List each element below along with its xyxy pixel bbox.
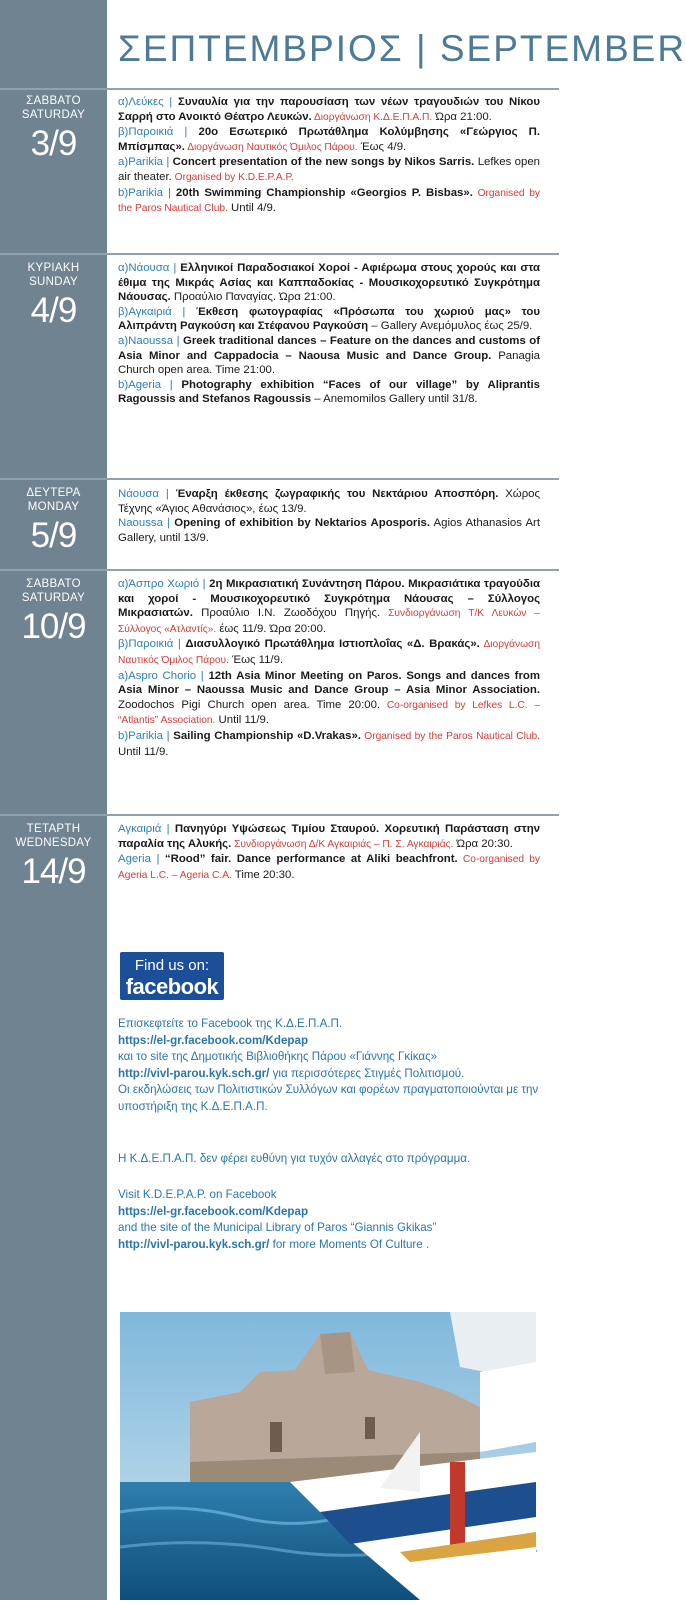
event-venue: Zoodochos Pigi Church open area. Time 20:00. [118, 698, 381, 711]
day-date: 5/9 [30, 516, 77, 555]
day-divider [0, 253, 559, 255]
event-title: Πανηγύρι Υψώσεως Τιμίου Σταυρού. Χορευτική Παράσταση στην παραλία της Αλυκής. [118, 823, 540, 850]
event-item [118, 669, 540, 729]
event-time: Έως 4/9. [357, 140, 407, 153]
event-item [118, 516, 540, 545]
facebook-badge[interactable] [120, 952, 224, 1000]
event-title: Photography exhibition “Faces of our village” by Aliprantis Ragoussis and Stefanos Ragoussis [118, 378, 541, 406]
harbour-illustration [120, 1312, 536, 1600]
event-venue: – Gallery Ανεμόμυλος έως 25/9. [368, 320, 533, 333]
date-sidebar [0, 0, 107, 1600]
event-organiser: Co-organised by Ageria L.C. – Ageria C.A. [118, 854, 540, 881]
event-venue: Χώρος Τέχνης «Άγιος Αθανάσιος», έως 13/9. [118, 488, 541, 515]
event-location: β)Παροικιά | [118, 126, 199, 139]
day-divider [0, 478, 559, 480]
event-item [118, 334, 540, 378]
event-organiser: Organised by K.D.E.P.A.P. [171, 171, 294, 183]
event-title: 2η Μικρασιατική Συνάντηση Πάρου. Μικρασιάτικα τραγούδια και χοροί - Μουσικοχορευτικό Συγκρότημα Νάουσας – Σύλλογος Μικρασιατών. [118, 578, 540, 620]
event-title: Έκθεση φωτογραφίας «Πρόσωπα του χωριού μας» του Αλιπράντη Ραγκούση και Στέφανου Ραγκούση [118, 305, 540, 333]
facebook-logo: facebook [125, 974, 219, 999]
info-text: and the site of the Municipal Library of Paros “Giannis Gkikas” [118, 1221, 437, 1234]
event-title: Greek traditional dances – Feature on the dances and customs of Asia Minor and Cappadocia – Naousa Music and Dance Group. [118, 334, 541, 362]
event-venue: Agios Athanasios Art Gallery, until 13/9. [118, 517, 541, 544]
event-item [118, 186, 540, 217]
page-title: ΣΕΠΤΕΜΒΡΙΟΣ | SEPTEMBER [118, 28, 686, 69]
day-name-english: SATURDAY [21, 592, 86, 604]
event-title: Concert presentation of the new songs by Nikos Sarris. [172, 156, 475, 169]
facebook-link[interactable]: https://el-gr.facebook.com/Kdepap [118, 1033, 309, 1047]
day-date: 14/9 [21, 852, 86, 891]
info-text-tail: for more Moments Of Culture . [269, 1237, 430, 1251]
event-item [118, 729, 540, 759]
info-text: Επισκεφτείτε το Facebook της Κ.Δ.Ε.Π.Α.Π. [118, 1017, 343, 1030]
facebook-badge-caption: Find us on: [134, 957, 210, 974]
day-events [118, 577, 540, 759]
event-title: 20th Swimming Championship «Georgios P. Bisbas». [175, 186, 473, 199]
info-text-tail: για περισσότερες Στιγμές Πολιτισμού. [269, 1066, 465, 1080]
info-english [118, 1187, 548, 1253]
event-title: Έναρξη έκθεσης ζωγραφικής του Νεκτάριου Αποσπόρη. [175, 488, 499, 500]
disclaimer [118, 1151, 548, 1168]
event-item [118, 577, 540, 637]
event-title: Διασυλλογικό Πρωτάθλημα Ιστιοπλοΐας «Δ. Βρακάς». [185, 638, 480, 651]
event-venue: Προαύλιο Ι.Ν. Ζωοδόχου Πηγής. [192, 607, 381, 620]
day-events [118, 487, 540, 545]
event-location: β)Παροικιά | [118, 638, 186, 651]
event-organiser: Συνδιοργάνωση Τ/Κ Λευκών – Σύλλογος «Ατλαντίς». [118, 608, 540, 635]
day-name-greek: ΣΑΒΒΑΤΟ [26, 578, 81, 590]
event-item [118, 125, 540, 155]
info-text [118, 1066, 548, 1083]
event-organiser: Διοργάνωση Ναυτικός Όμιλος Πάρου. [184, 141, 358, 153]
day-divider [0, 569, 559, 571]
event-item [118, 155, 540, 185]
event-item [118, 95, 540, 125]
info-greek [118, 1016, 548, 1115]
event-venue: Panagia Church open area. Time 21:00. [118, 349, 541, 377]
event-time: έως 11/9. Ώρα 20:00. [216, 622, 327, 635]
day-name-greek: ΚΥΡΙΑΚΗ [27, 262, 80, 274]
event-location: b)Ageria | [118, 378, 182, 391]
event-item [118, 852, 540, 883]
event-venue: Προαύλιο Παναγίας. Ώρα 21:00. [170, 291, 336, 304]
day-name-greek: ΔΕΥΤΕΡΑ [26, 487, 81, 499]
event-organiser: Διοργάνωση Ναυτικός Όμιλος Πάρου. [118, 639, 540, 666]
event-item [118, 305, 540, 334]
event-time: Ώρα 21:00. [432, 110, 492, 123]
day-date: 10/9 [21, 607, 86, 646]
day-divider [0, 814, 559, 816]
event-title: 20ο Εσωτερικό Πρωτάθλημα Κολύμβησης «Γεώργιος Π. Μπίσμπας». [118, 126, 540, 153]
day-events [118, 95, 540, 217]
event-item [118, 261, 540, 305]
event-organiser: Co-organised by Lefkes L.C. – “Atlantis” Association. [118, 699, 541, 727]
disclaimer-text: Η Κ.Δ.Ε.Π.Α.Π. δεν φέρει ευθύνη για τυχόν αλλαγές στο πρόγραμμα. [118, 1152, 471, 1165]
event-title: Sailing Championship «D.Vrakas». [173, 729, 361, 742]
day-date: 3/9 [30, 124, 77, 163]
day-label [0, 486, 107, 555]
library-link[interactable]: http://vivl-parou.kyk.sch.gr/ [118, 1237, 270, 1251]
event-title: Συναυλία για την παρουσίαση των νέων τραγουδιών του Νίκου Σαρρή στο Ανοικτό Θέατρο Λευκών. [118, 96, 540, 123]
info-text [118, 1237, 548, 1254]
event-location: α)Λεύκες | [118, 96, 178, 108]
day-events [118, 822, 540, 883]
day-name-greek: ΤΕΤΑΡΤΗ [26, 823, 81, 835]
event-title: Opening of exhibition by Nektarios Aposporis. [174, 517, 431, 530]
event-location: α)Νάουσα | [118, 262, 181, 274]
day-label [0, 822, 107, 891]
event-location: b)Parikia | [118, 729, 174, 742]
event-time: Until 4/9. [227, 202, 276, 215]
event-item [118, 378, 540, 407]
event-location: β)Αγκαιριά | [118, 305, 197, 318]
event-time: Ώρα 20:30. [453, 837, 513, 850]
facebook-link[interactable]: https://el-gr.facebook.com/Kdepap [118, 1204, 309, 1218]
info-text: Οι εκδηλώσεις των Πολιτιστικών Συλλόγων και φορέων πραγματοποιούνται με την υποστήριξη της Κ.Δ.Ε.Π.Α.Π. [118, 1083, 539, 1113]
event-location: Νάουσα | [118, 488, 176, 500]
event-item [118, 637, 540, 668]
day-label [0, 577, 107, 646]
event-location: b)Parikia | [118, 186, 176, 199]
day-label [0, 94, 107, 163]
event-time: Έως 11/9. [228, 653, 284, 666]
event-venue: – Anemomilos Gallery until 31/8. [311, 393, 478, 406]
info-text: και το site της Δημοτικής Βιβλιοθήκης Πάρου «Γιάννης Γκίκας» [118, 1050, 438, 1063]
day-events [118, 261, 540, 407]
event-location: Naoussa | [118, 517, 175, 530]
event-organiser: Organised by the Paros Nautical Club. [360, 730, 541, 742]
day-name-english: SUNDAY [29, 276, 78, 288]
event-location: Αγκαιριά | [118, 823, 175, 835]
event-time: Time 20:30. [231, 868, 295, 881]
info-text: Visit K.D.E.P.A.P. on Facebook [118, 1188, 277, 1201]
harbour-photo [120, 1312, 536, 1600]
event-item [118, 487, 540, 516]
event-title: “Rood” fair. Dance performance at Aliki beachfront. [164, 853, 458, 866]
event-organiser: Συνδιοργάνωση Δ/Κ Αγκαιριάς – Π. Σ. Αγκαιριάς. [231, 838, 454, 850]
event-organiser: Organised by the Paros Nautical Club. [118, 187, 541, 215]
library-link[interactable]: http://vivl-parou.kyk.sch.gr/ [118, 1066, 270, 1080]
event-venue: Lefkes open air theater. [118, 156, 540, 183]
event-organiser: Διοργάνωση Κ.Δ.Ε.Π.Α.Π. [311, 111, 433, 123]
day-name-english: WEDNESDAY [15, 837, 92, 849]
event-time: Until 11/9. [215, 714, 269, 727]
day-name-greek: ΣΑΒΒΑΤΟ [26, 95, 81, 107]
event-location: a)Aspro Chorio | [118, 669, 209, 682]
event-item [118, 822, 540, 852]
day-label [0, 261, 107, 330]
day-divider [0, 88, 559, 90]
event-location: a)Parikia | [118, 156, 173, 169]
day-name-english: SATURDAY [21, 109, 86, 121]
event-title: Ελληνικοί Παραδοσιακοί Χοροί - Αφιέρωμα στους χορούς και στα έθιμα της Μικράς Ασίας και Καππαδοκίας - Μουσικοχορευτικό Συγκρότημα Νάουσας. [118, 262, 540, 304]
day-name-english: MONDAY [27, 501, 80, 513]
event-title: 12th Asia Minor Meeting on Paros. Songs and dances from Asia Minor – Naoussa Music and Dance Group – Asia Minor Association. [118, 669, 540, 697]
event-location: Ageria | [118, 853, 165, 866]
event-location: α)Άσπρο Χωριό | [118, 578, 210, 590]
day-date: 4/9 [30, 291, 77, 330]
event-time: Until 11/9. [118, 745, 169, 758]
event-location: a)Naoussa | [118, 334, 184, 347]
